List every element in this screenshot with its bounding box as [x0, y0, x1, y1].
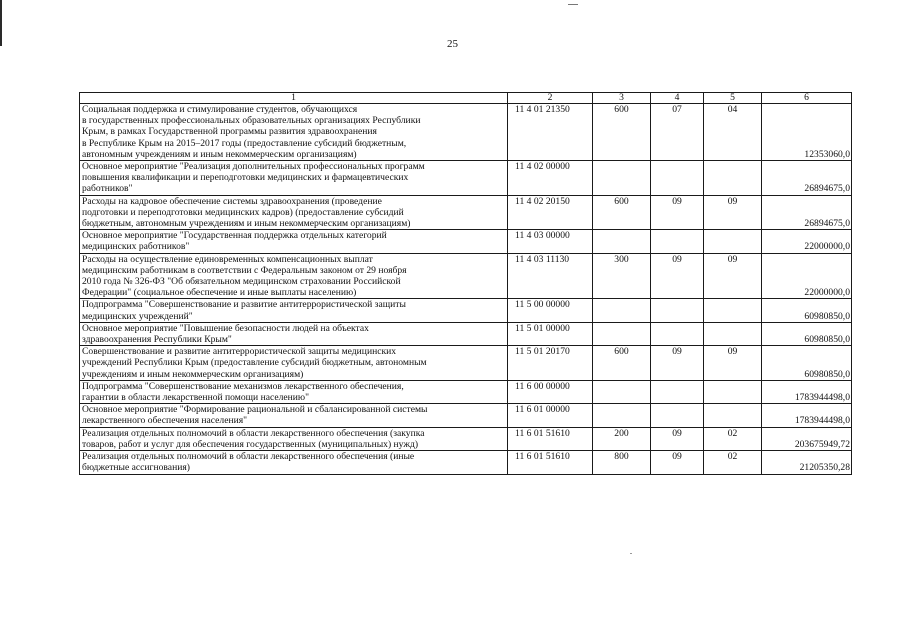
- row-expense-type: 300: [593, 253, 651, 299]
- table-row: [80, 299, 852, 322]
- row-description: Реализация отдельных полномочий в области лекарственного обеспечения (иные бюджетные ассигнования): [80, 451, 508, 474]
- row-description: Совершенствование и развитие антитеррористической защиты медицинских учреждений Республики Крым (предоставление субсидий бюджетным, автономным учреждениям и иным некоммерческим организациям): [80, 346, 508, 381]
- row-code: 11 6 00 00000: [508, 380, 593, 403]
- row-subsection: 04: [704, 104, 762, 161]
- row-section: [651, 161, 704, 196]
- row-subsection: 02: [704, 451, 762, 474]
- column-header-2: 2: [508, 93, 593, 104]
- row-expense-type: 600: [593, 346, 651, 381]
- column-header-3: 3: [593, 93, 651, 104]
- row-section: 09: [651, 427, 704, 450]
- row-subsection: [704, 161, 762, 196]
- row-code: 11 6 01 51610: [508, 427, 593, 450]
- row-subsection: 09: [704, 253, 762, 299]
- row-subsection: 09: [704, 346, 762, 381]
- row-subsection: [704, 299, 762, 322]
- row-amount: 60980850,0: [762, 322, 852, 345]
- row-amount: 22000000,0: [762, 253, 852, 299]
- row-section: 09: [651, 451, 704, 474]
- row-amount: 26894675,0: [762, 195, 852, 230]
- row-subsection: [704, 404, 762, 427]
- row-amount: 203675949,72: [762, 427, 852, 450]
- row-description: Подпрограмма "Совершенствование и развитие антитеррористической защиты медицинских учреждений": [80, 299, 508, 322]
- row-expense-type: 600: [593, 195, 651, 230]
- row-amount: 26894675,0: [762, 161, 852, 196]
- table-row: [80, 253, 852, 299]
- table-row: [80, 427, 852, 450]
- scan-mark: [568, 4, 578, 5]
- row-description: Подпрограмма "Совершенствование механизмов лекарственного обеспечения, гарантии в области лекарственной помощи населению": [80, 380, 508, 403]
- row-description: Реализация отдельных полномочий в области лекарственного обеспечения (закупка товаров, работ и услуг для обеспечения государственных (муниципальных) нужд): [80, 427, 508, 450]
- row-expense-type: 800: [593, 451, 651, 474]
- row-code: 11 5 01 20170: [508, 346, 593, 381]
- table-row: [80, 104, 852, 161]
- row-amount: 22000000,0: [762, 230, 852, 253]
- page-number: 25: [447, 38, 458, 50]
- row-code: 11 6 01 00000: [508, 404, 593, 427]
- row-section: [651, 230, 704, 253]
- table-row: [80, 230, 852, 253]
- row-code: 11 4 03 11130: [508, 253, 593, 299]
- row-subsection: [704, 230, 762, 253]
- row-section: 09: [651, 346, 704, 381]
- row-code: 11 6 01 51610: [508, 451, 593, 474]
- row-description: Основное мероприятие "Повышение безопасности людей на объектах здравоохранения Республики Крым": [80, 322, 508, 345]
- table-row: [80, 322, 852, 345]
- row-subsection: 09: [704, 195, 762, 230]
- column-header-5: 5: [704, 93, 762, 104]
- scan-speck: [630, 553, 632, 554]
- row-code: 11 4 02 20150: [508, 195, 593, 230]
- row-section: [651, 299, 704, 322]
- budget-table: [79, 92, 852, 475]
- row-expense-type: [593, 299, 651, 322]
- table-row: [80, 404, 852, 427]
- column-header-4: 4: [651, 93, 704, 104]
- table-row: [80, 380, 852, 403]
- row-section: 09: [651, 195, 704, 230]
- header-row: [80, 93, 852, 104]
- row-expense-type: 200: [593, 427, 651, 450]
- table-row: [80, 161, 852, 196]
- row-description: Расходы на осуществление единовременных компенсационных выплат медицинским работникам в соответствии с Федеральным законом от 29 ноября 2010 года № 326-ФЗ "Об обязательном медицинском страховании Российской Федерации" (социальное обеспечение и иные выплаты населению): [80, 253, 508, 299]
- row-code: 11 4 03 00000: [508, 230, 593, 253]
- column-header-1: 1: [80, 93, 508, 104]
- row-amount: 1783944498,0: [762, 380, 852, 403]
- table-row: [80, 346, 852, 381]
- row-section: 09: [651, 253, 704, 299]
- row-subsection: [704, 380, 762, 403]
- row-amount: 60980850,0: [762, 346, 852, 381]
- row-section: 07: [651, 104, 704, 161]
- row-description: Основное мероприятие "Формирование рациональной и сбалансированной системы лекарственного обеспечения населения": [80, 404, 508, 427]
- row-description: Основное мероприятие "Государственная поддержка отдельных категорий медицинских работников": [80, 230, 508, 253]
- row-amount: 21205350,28: [762, 451, 852, 474]
- row-code: 11 5 00 00000: [508, 299, 593, 322]
- row-expense-type: [593, 404, 651, 427]
- row-code: 11 5 01 00000: [508, 322, 593, 345]
- table-row: [80, 451, 852, 474]
- row-subsection: [704, 322, 762, 345]
- row-code: 11 4 02 00000: [508, 161, 593, 196]
- row-section: [651, 322, 704, 345]
- row-expense-type: [593, 161, 651, 196]
- table-row: [80, 195, 852, 230]
- row-expense-type: [593, 322, 651, 345]
- row-amount: 12353060,0: [762, 104, 852, 161]
- row-amount: 1783944498,0: [762, 404, 852, 427]
- column-header-6: 6: [762, 93, 852, 104]
- row-expense-type: 600: [593, 104, 651, 161]
- row-section: [651, 404, 704, 427]
- row-section: [651, 380, 704, 403]
- row-expense-type: [593, 380, 651, 403]
- row-description: Основное мероприятие "Реализация дополнительных профессиональных программ повышения квалификации и переподготовки медицинских и фармацевтических работников": [80, 161, 508, 196]
- row-subsection: 02: [704, 427, 762, 450]
- row-amount: 60980850,0: [762, 299, 852, 322]
- row-description: Расходы на кадровое обеспечение системы здравоохранения (проведение подготовки и переподготовки медицинских кадров) (предоставление субсидий бюджетным, автономным учреждениям и иным некоммерческим организациям): [80, 195, 508, 230]
- row-expense-type: [593, 230, 651, 253]
- row-description: Социальная поддержка и стимулирование студентов, обучающихся в государственных профессиональных образовательных организациях Республики Крым, в рамках Государственной программы развития здравоохранения в Республике Крым на 2015–2017 годы (предоставление субсидий бюджетным, автономным учреждениям и иным некоммерческим организациям): [80, 104, 508, 161]
- row-code: 11 4 01 21350: [508, 104, 593, 161]
